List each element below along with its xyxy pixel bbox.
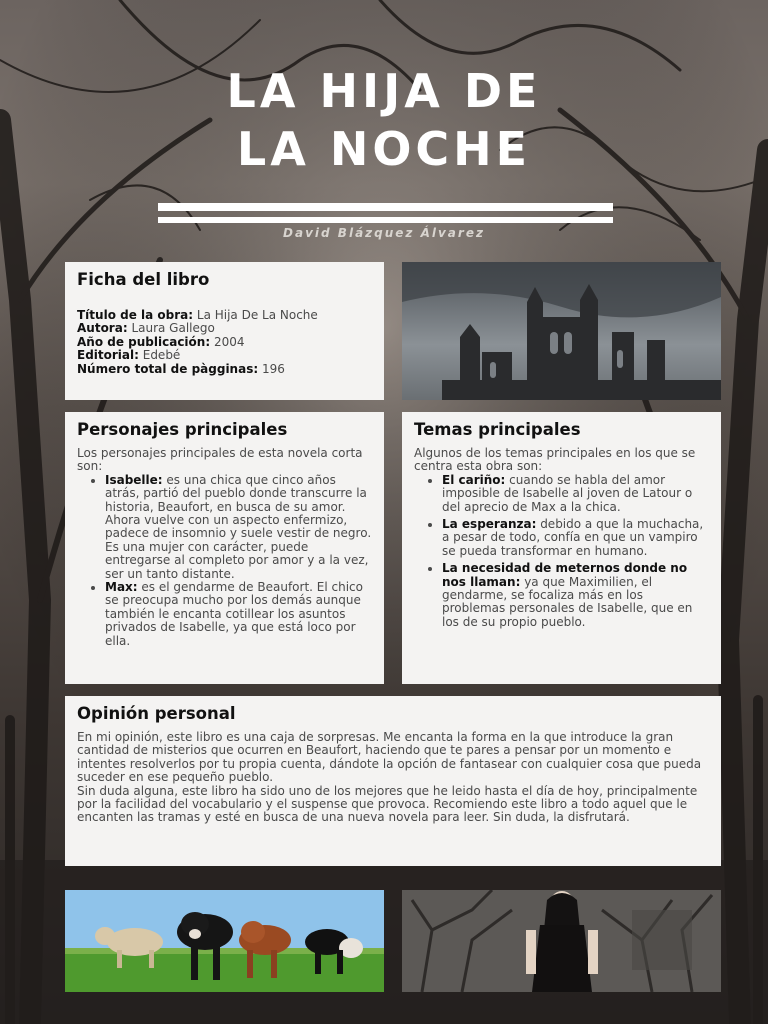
list-item: • La necesidad de meternos donde no nos llaman: ya que Maximilien, el gendarme, se focaliza más en los problemas personales de Isabelle, que en los de su propio pueblo. bbox=[442, 562, 709, 629]
opinion-paragraph-2: Sin duda alguna, este libro ha sido uno de los mejores que he leido hasta el día de hoy, principalmente por la facilidad del vocabulario y el suspense que provoca. Recomiendo este libro a todo aquel que le encanten las tramas y esté en busca de una nueva novela para leer. Sin duda, la disfrutará. bbox=[77, 783, 698, 825]
characters-intro: Los personajes principales de esta novela corta son: bbox=[77, 446, 363, 474]
author-name: David Blázquez Álvarez bbox=[283, 226, 485, 240]
themes-intro: Algunos de los temas principales en los que se centra esta obra son: bbox=[414, 446, 696, 474]
themes-heading: Temas principales bbox=[414, 420, 581, 439]
book-info-heading: Ficha del libro bbox=[77, 270, 210, 289]
themes-card bbox=[402, 412, 721, 684]
opinion-card bbox=[65, 696, 721, 866]
book-info-card bbox=[65, 262, 384, 400]
title-rule-top bbox=[158, 203, 613, 211]
book-info-title-row: Título de la obra: La Hija De La Noche bbox=[77, 308, 318, 322]
opinion-paragraph-1: En mi opinión, este libro es una caja de sorpresas. Me encanta la forma en la que introduce la gran cantidad de misterios que ocurren en Beaufort, haciendo que te pares a pensar por un momento e intentes resolverlos por tu propia cuenta, dándote la opción de fantasear con cualquier cosa que pueda suceder en ese pequeño pueblo. bbox=[77, 730, 702, 785]
dark-forest-woman-image bbox=[402, 890, 721, 992]
book-info-pages-row: Número total de pàgginas: 196 bbox=[77, 361, 285, 376]
characters-list bbox=[77, 474, 372, 648]
cattle-field-image bbox=[65, 890, 384, 992]
list-item: • Isabelle: es una chica que cinco años atrás, partió del pueblo donde transcurre la historia, Beaufort, en busca de su amor. Ahora vuelve con un aspecto enfermizo, padece de insomnio y suele vestir de negro. Es una mujer con carácter, puede entregarse al completo por amor y a la vez, ser un tanto distante. bbox=[105, 474, 372, 581]
book-info-publisher-row: Editorial: Edebé bbox=[77, 348, 181, 363]
book-info-author-row: Autora: Laura Gallego bbox=[77, 321, 215, 336]
title-rule-bottom bbox=[158, 217, 613, 223]
book-info-year-row: Año de publicación: 2004 bbox=[77, 334, 245, 349]
opinion-heading: Opinión personal bbox=[77, 704, 236, 723]
themes-list bbox=[414, 474, 709, 629]
characters-card bbox=[65, 412, 384, 684]
list-item: • El cariño: cuando se habla del amor imposible de Isabelle al joven de Latour o del aprecio de Max a la chica. bbox=[442, 474, 709, 514]
page-title: LA HIJA DE LA NOCHE bbox=[226, 64, 542, 176]
castle-ruins-image bbox=[402, 262, 721, 400]
list-item: • La esperanza: debido a que la muchacha, a pesar de todo, confía en que un vampiro se pueda transformar en humano. bbox=[442, 518, 709, 558]
characters-heading: Personajes principales bbox=[77, 420, 288, 439]
list-item: • Max: es el gendarme de Beaufort. El chico se preocupa mucho por los demás aunque también le encanta cotillear los asuntos privados de Isabelle, ya que está loco por ella. bbox=[105, 581, 372, 648]
